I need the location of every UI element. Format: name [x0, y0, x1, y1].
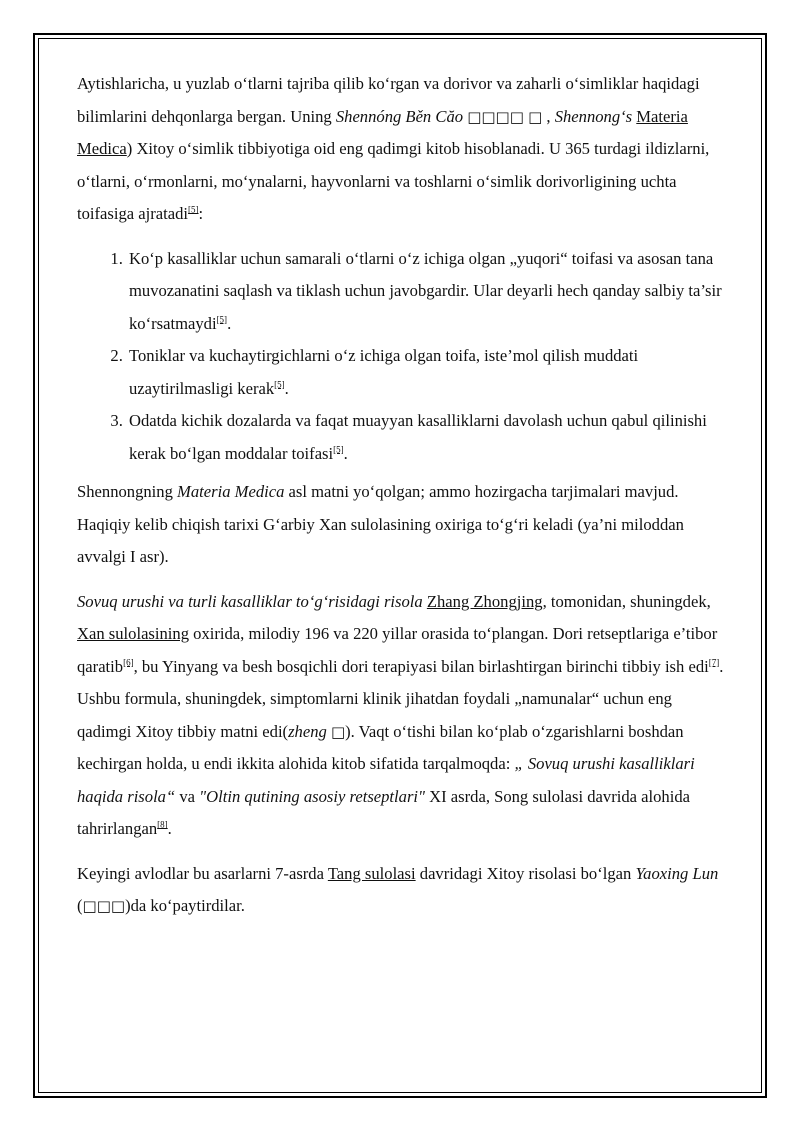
- book-title: Materia Medica: [177, 482, 285, 501]
- text: Aytishlaricha, u yuzlab o‘tlarni tajriba qilib ko‘rgan va dorivor va zaharli o‘simliklar haqidagi bilimlarini dehqonlarga bergan. Uning: [77, 74, 700, 126]
- link-tang-sulolasi[interactable]: Tang sulolasi: [327, 863, 416, 883]
- document-body: [77, 68, 725, 935]
- citation-link[interactable]: [5]: [216, 313, 228, 324]
- citation-link[interactable]: [5]: [188, 204, 199, 215]
- link-xan-sulolasi[interactable]: Xan sulolasining: [77, 624, 189, 643]
- book-title: „ Sovuq urushi kasalliklari haqida risola“: [77, 754, 695, 806]
- book-title: Sovuq urushi va turli kasalliklar to‘g‘risidagi risola: [77, 591, 423, 611]
- list-item: 2. Toniklar va kuchaytirgichlarni o‘z ichiga olgan toifa, iste’mol qilish muddati uzaytirilmasligi kerak[5].: [127, 340, 725, 405]
- paragraph-materia-medica: Shennongning Materia Medica asl matni yo‘qolgan; ammo hozirgacha tarjimalari mavjud. Haqiqiy kelib chiqish tarixi G‘arbiy Xan sulolasining oxiriga to‘g‘ri keladi (ya’ni miloddan avvalgi I asr).: [77, 482, 684, 566]
- category-list: [77, 243, 725, 471]
- citation-link[interactable]: [5]: [333, 443, 344, 454]
- missing-glyph: □: [528, 107, 543, 126]
- book-title-en: Shennong‘s: [554, 106, 633, 126]
- citation-link[interactable]: [6]: [123, 656, 134, 667]
- paragraph-zhang-zhongjing: Sovuq urushi va turli kasalliklar to‘g‘risidagi risola Zhang Zhongjing, tomonidan, shuningdek, Xan sulolasining oxirida, milodiy 196 va 220 yillar orasida to‘plangan. Dori retseptlariga e’tibor qaratib[6], bu Yinyang va besh bosqichli dori terapiyasi bilan birlashtirgan birinchi tibbiy ish edi[7]. Ushbu formula, shuningdek, simptomlarni klinik jihatdan foydali „namunalar“ uchun eng qadimgi Xitoy tibbiy matni edi(zheng □). Vaqt o‘tishi bilan ko‘plab o‘zgarishlarni boshdan kechirgan holda, u endi ikkita alohida kitob sifatida tarqalmoqda: „ Sovuq urushi kasalliklari haqida risola“ va "Oltin qutining asosiy retseptlari" XI asrda, Song sulolasi davrida alohida tahrirlangan[8].: [77, 591, 724, 838]
- missing-glyphs: □□□: [82, 897, 126, 915]
- book-title: Yaoxing Lun: [635, 863, 719, 883]
- book-title: "Oltin qutining asosiy retseptlari": [199, 786, 425, 806]
- paragraph-shennong: Aytishlaricha, u yuzlab o‘tlarni tajriba qilib ko‘rgan va dorivor va zaharli o‘simliklar haqidagi bilimlarini dehqonlarga bergan. Uning Shennóng Běn Căo □□□□ □ , Shennong‘s Materia Medica) Xitoy o‘simlik tibbiyotiga oid eng qadimgi kitob hisoblanadi. U 365 turdagi ildizlarni, o‘tlarni, o‘rmonlarni, mo‘ynalarni, hayvonlarni va toshlarni o‘simlik dorivorligining uchta toifasiga ajratadi[5]:: [77, 74, 710, 223]
- citation-link[interactable]: [7]: [708, 656, 720, 667]
- paragraph-yaoxing-lun: Keyingi avlodlar bu asarlarni 7-asrda Tang sulolasi davridagi Xitoy risolasi bo‘lgan Yaoxing Lun (□□□)da ko‘paytirdilar.: [77, 863, 719, 915]
- term-zheng: zheng: [288, 721, 327, 741]
- link-zhang-zhongjing[interactable]: Zhang Zhongjing: [426, 591, 543, 611]
- citation-link[interactable]: [8]: [157, 819, 168, 830]
- text: ) Xitoy o‘simlik tibbiyotiga oid eng qadimgi kitob hisoblanadi. U 365 turdagi ildizlarni, o‘tlarni, o‘rmonlarni, mo‘ynalarni, hayvonlarni va toshlarni o‘simlik dorivorligining uchta toifasiga ajratadi: [77, 139, 710, 223]
- list-item: 1. Ko‘p kasalliklar uchun samarali o‘tlarni o‘z ichiga olgan „yuqori“ toifasi va asosan tana muvozanatini saqlash va tiklash uchun javobgardir. Ular deyarli hech qanday salbiy ta’sir ko‘rsatmaydi[5].: [127, 243, 725, 341]
- citation-link[interactable]: [5]: [274, 378, 285, 389]
- book-title-pinyin: Shennóng Běn Căo: [335, 106, 464, 126]
- missing-glyphs: □□□□: [467, 107, 524, 126]
- missing-glyph: □: [330, 722, 346, 741]
- list-item: 3. Odatda kichik dozalarda va faqat muayyan kasalliklarni davolash uchun qabul qilinishi kerak bo‘lgan moddalar toifasi[5].: [127, 405, 725, 470]
- link-materia-medica[interactable]: Materia Medica: [77, 106, 688, 158]
